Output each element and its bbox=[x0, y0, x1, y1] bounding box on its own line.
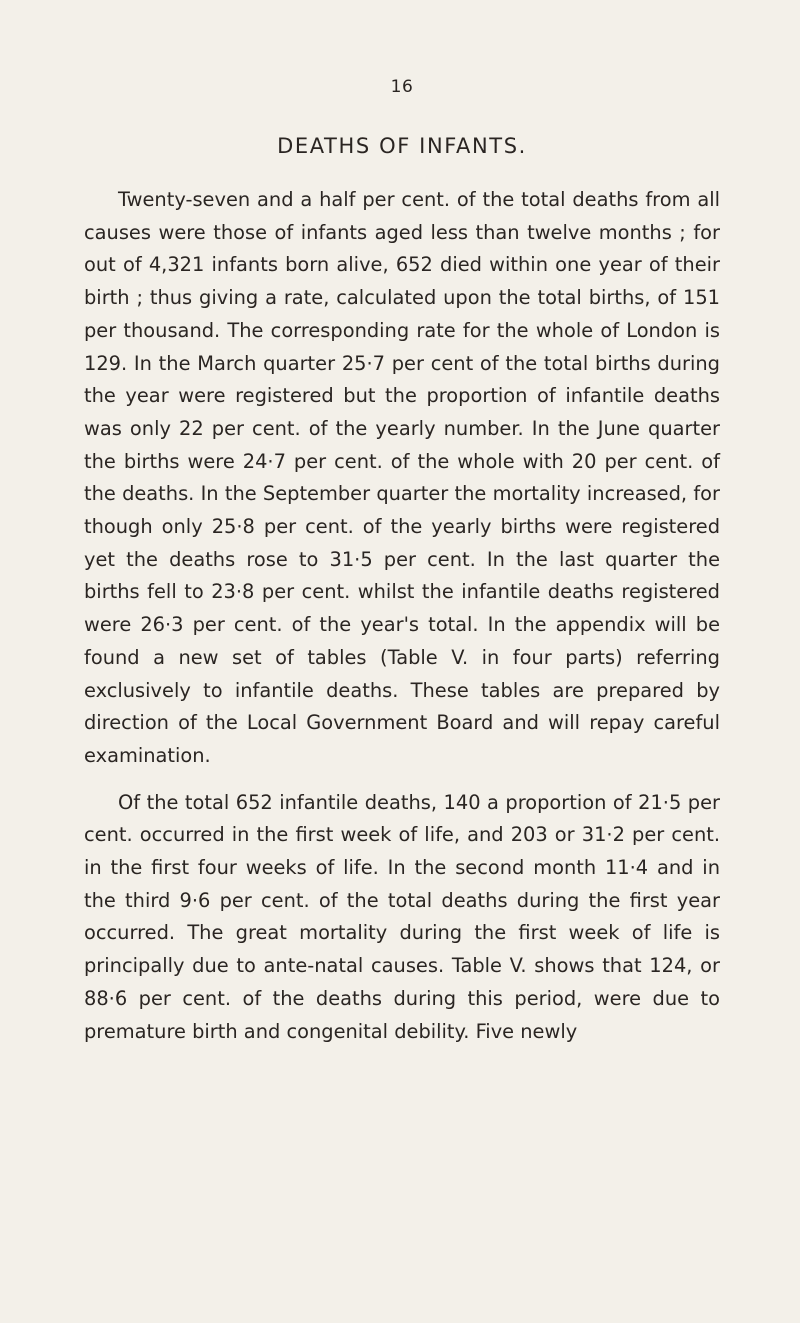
body-paragraph-1: Twenty-seven and a half per cent. of the total deaths from all causes were those of infants aged less than twelve months ; for out of 4,321 infants born alive, 652 died within one year of their birth ; thus giving a rate, calculated upon the total births, of 151 per thousand. The corresponding rate for the whole of London is 129. In the March quarter 25·7 per cent of the total births during the year were registered but the proportion of infantile deaths was only 22 per cent. of the yearly number. In the June quarter the births were 24·7 per cent. of the whole with 20 per cent. of the deaths. In the September quarter the mortality increased, for though only 25·8 per cent. of the yearly births were registered yet the deaths rose to 31·5 per cent. In the last quarter the births fell to 23·8 per cent. whilst the infantile deaths registered were 26·3 per cent. of the year's total. In the appendix will be found a new set of tables (Table V. in four parts) referring exclusively to infantile deaths. These tables are prepared by direction of the Local Government Board and will repay careful examination. bbox=[84, 188, 720, 767]
body-paragraph-2: Of the total 652 infantile deaths, 140 a proportion of 21·5 per cent. occurred in the first week of life, and 203 or 31·2 per cent. in the first four weeks of life. In the second month 11·4 and in the third 9·6 per cent. of the total deaths during the first year occurred. The great mortality during the first week of life is principally due to ante-natal causes. Table V. shows that 124, or 88·6 per cent. of the deaths during this period, were due to premature birth and congenital debility. Five newly bbox=[84, 790, 720, 1043]
page-number: 16 bbox=[390, 77, 414, 97]
page-heading: DEATHS OF INFANTS. bbox=[277, 134, 527, 158]
